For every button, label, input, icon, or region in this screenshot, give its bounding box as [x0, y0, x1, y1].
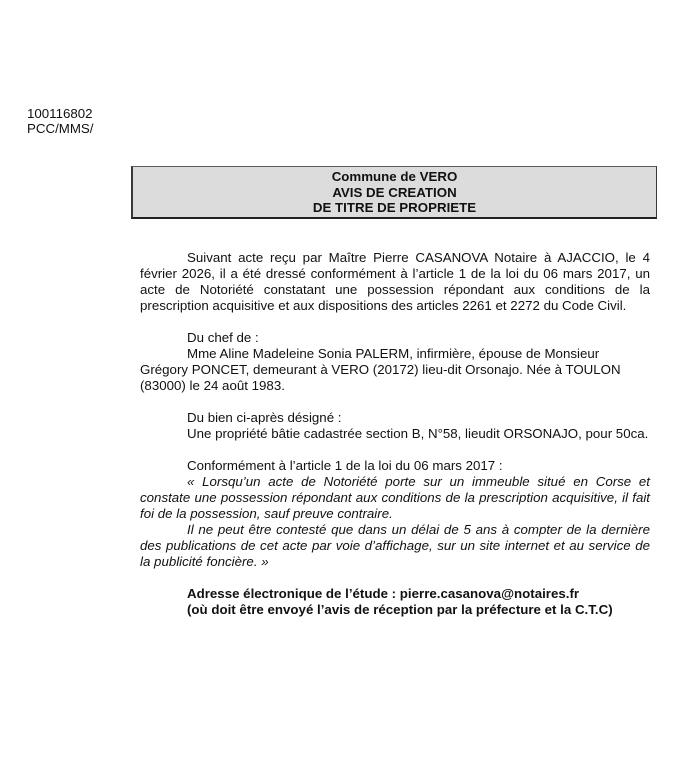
- bien-description: Une propriété bâtie cadastrée section B, N°58, lieudit ORSONAJO, pour 50ca.: [187, 426, 649, 441]
- contact-email-line: Adresse électronique de l’étude : pierre.casanova@notaires.fr: [187, 586, 580, 601]
- document-body: [140, 250, 650, 634]
- title-box: [131, 166, 657, 219]
- contact-note-line: (où doit être envoyé l’avis de réception par la préfecture et la C.T.C): [187, 602, 613, 617]
- bien-section: [140, 410, 650, 442]
- intro-paragraph: Suivant acte reçu par Maître Pierre CASANOVA Notaire à AJACCIO, le 4 février 2026, il a été dressé conformément à l’article 1 de la loi du 06 mars 2017, un acte de Notoriété constatant une possession répondant aux conditions de la prescription acquisitive et aux dispositions des articles 2261 et 2272 du Code Civil.: [140, 250, 650, 313]
- reference-block: [27, 106, 94, 136]
- contact-section: [140, 586, 650, 618]
- bien-label: Du bien ci-après désigné :: [187, 410, 342, 425]
- chef-section: [140, 330, 650, 394]
- reference-code: PCC/MMS/: [27, 121, 94, 136]
- reference-number: 100116802: [27, 106, 93, 121]
- legal-quote-2: Il ne peut être contesté que dans un délai de 5 ans à compter de la dernière des publications de cet acte par voie d’affichage, sur un site internet et au service de la publicité foncière. »: [140, 522, 650, 569]
- conformement-section: [140, 458, 650, 570]
- title-avis: AVIS DE CREATION: [332, 184, 457, 200]
- chef-label: Du chef de :: [187, 330, 259, 345]
- title-commune: Commune de VERO: [331, 169, 458, 184]
- title-titre: DE TITRE DE PROPRIETE: [312, 200, 477, 215]
- legal-quote-1: « Lorsqu’un acte de Notoriété porte sur un immeuble situé en Corse et constate une possession répondant aux conditions de la prescription acquisitive, il fait foi de la possession, sauf preuve contraire.: [140, 474, 650, 521]
- chef-line-3: (83000) le 24 août 1983.: [140, 378, 285, 393]
- chef-line-2: Grégory PONCET, demeurant à VERO (20172) lieu-dit Orsonajo. Née à TOULON: [140, 362, 621, 377]
- chef-line-1: Mme Aline Madeleine Sonia PALERM, infirmière, épouse de Monsieur: [187, 346, 600, 361]
- conformement-label: Conformément à l’article 1 de la loi du 06 mars 2017 :: [187, 458, 503, 473]
